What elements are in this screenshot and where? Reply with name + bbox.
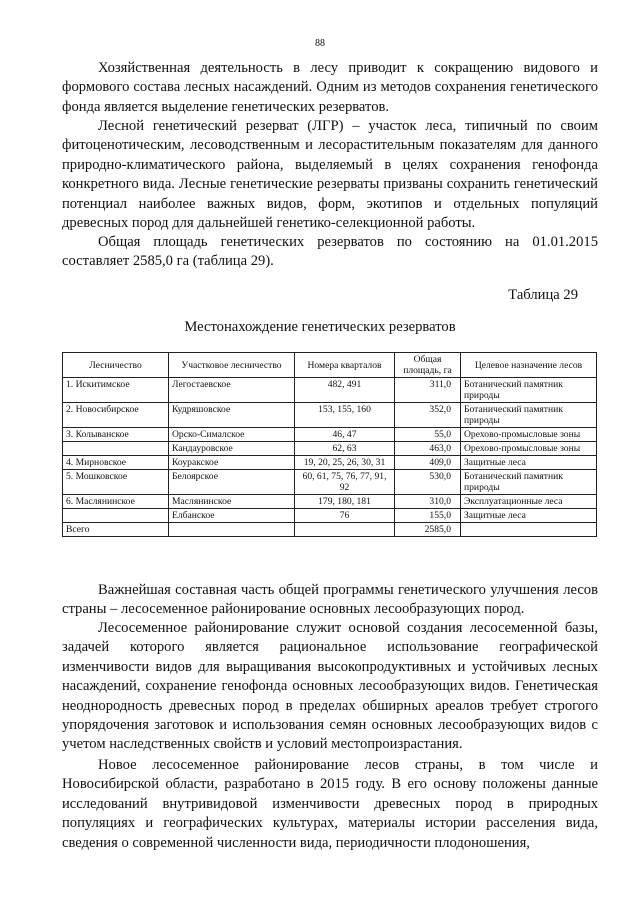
table-row <box>63 495 597 509</box>
paragraph: Новое лесосеменное районирование лесов страны, в том числе и Новосибирской области, разработано в 2015 году. В его основу положены данные исследований внутривидовой изменчивости древесных пород в природных популяциях и географических культурах, материалы истории расселения вида, сведения о современной численности вида, периодичности плодоношения, <box>62 757 598 851</box>
cell-quarters: 76 <box>295 509 395 523</box>
cell-forestry: 5. Мошковское <box>63 470 169 495</box>
table-caption: Местонахождение генетических резерватов <box>184 319 456 335</box>
cell-quarters: 62, 63 <box>295 442 395 456</box>
cell-forestry <box>63 509 169 523</box>
cell-district: Орско-Сималское <box>169 428 295 442</box>
cell-area: 155,0 <box>395 509 461 523</box>
cell-forestry: 6. Маслянинское <box>63 495 169 509</box>
table-row <box>63 509 597 523</box>
table-row <box>63 442 597 456</box>
paragraph: Лесной генетический резерват (ЛГР) – участок леса, типичный по своим фитоценотическим, лесоводственным и лесорастительным показателям для данного природно-климатического района, выделяемый в целях сохранения генофонда конкретного вида. Лесные генетические резерваты призваны сохранить генетический потенциал наиболее важных видов, форм, экотипов и отдельных популяций древесных пород для дальнейшей генетико-селекционной работы. <box>62 118 598 232</box>
cell-forestry <box>63 442 169 456</box>
cell-district: Кудряшовское <box>169 403 295 428</box>
cell-district: Легостаевское <box>169 378 295 403</box>
cell-quarters: 179, 180, 181 <box>295 495 395 509</box>
cell-purpose: Ботанический памятник природы <box>461 378 597 403</box>
table-row <box>63 378 597 403</box>
empty-cell <box>295 523 395 537</box>
table-total-row <box>63 523 597 537</box>
cell-area: 409,0 <box>395 456 461 470</box>
table-row <box>63 470 597 495</box>
cell-district: Кандауровское <box>169 442 295 456</box>
table-label: Таблица 29 <box>508 287 578 303</box>
paragraph: Общая площадь генетических резерватов по состоянию на 01.01.2015 составляет 2585,0 га (таблица 29). <box>62 234 598 270</box>
cell-district: Коуракское <box>169 456 295 470</box>
empty-cell <box>461 523 597 537</box>
header-cell: Номера кварталов <box>295 353 395 378</box>
cell-area: 311,0 <box>395 378 461 403</box>
cell-quarters: 19, 20, 25, 26, 30, 31 <box>295 456 395 470</box>
cell-forestry: 4. Мирновское <box>63 456 169 470</box>
cell-forestry: 3. Колыванское <box>63 428 169 442</box>
cell-purpose: Орехово-промысловые зоны <box>461 442 597 456</box>
total-label: Всего <box>63 523 169 537</box>
header-cell: Участковое лесничество <box>169 353 295 378</box>
cell-purpose: Эксплуатационные леса <box>461 495 597 509</box>
cell-purpose: Защитные леса <box>461 456 597 470</box>
header-cell: Общая площадь, га <box>395 353 461 378</box>
cell-area: 310,0 <box>395 495 461 509</box>
table-row <box>63 403 597 428</box>
total-value: 2585,0 <box>395 523 461 537</box>
paragraph: Важнейшая составная часть общей программы генетического улучшения лесов страны – лесосеменное районирование основных лесообразующих пород. <box>62 582 598 618</box>
reserves-table <box>62 352 597 537</box>
paragraph: Хозяйственная деятельность в лесу приводит к сокращению видового и формового состава лесных насаждений. Одним из методов сохранения генетического фонда является выделение генетических резерватов. <box>62 60 598 115</box>
cell-district: Белоярское <box>169 470 295 495</box>
cell-purpose: Защитные леса <box>461 509 597 523</box>
page-number: 88 <box>315 38 325 49</box>
header-cell: Лесничество <box>63 353 169 378</box>
cell-quarters: 153, 155, 160 <box>295 403 395 428</box>
header-cell: Целевое назначение лесов <box>461 353 597 378</box>
cell-purpose: Ботанический памятник природы <box>461 470 597 495</box>
cell-district: Елбанское <box>169 509 295 523</box>
cell-quarters: 60, 61, 75, 76, 77, 91, 92 <box>295 470 395 495</box>
table-row <box>63 456 597 470</box>
cell-purpose: Орехово-промысловые зоны <box>461 428 597 442</box>
cell-quarters: 482, 491 <box>295 378 395 403</box>
cell-area: 55,0 <box>395 428 461 442</box>
cell-forestry: 2. Новосибирское <box>63 403 169 428</box>
cell-quarters: 46, 47 <box>295 428 395 442</box>
cell-forestry: 1. Искитимское <box>63 378 169 403</box>
table-row <box>63 428 597 442</box>
cell-area: 463,0 <box>395 442 461 456</box>
cell-purpose: Ботанический памятник природы <box>461 403 597 428</box>
table-header-row <box>63 353 597 378</box>
cell-district: Маслянинское <box>169 495 295 509</box>
cell-area: 530,0 <box>395 470 461 495</box>
paragraph: Лесосеменное районирование служит основой создания лесосеменной базы, задачей которого является рациональное использование географической изменчивости видов для выращивания высокопродуктивных и устойчивых лесных насаждений, сохранение генофонда основных лесообразующих видов. Генетическая неоднородность древесных пород в пределах обширных ареалов требует строгого упорядочения заготовок и использования семян основных лесообразующих видов с учетом наследственных свойств и условий местопроизрастания. <box>62 620 598 753</box>
cell-area: 352,0 <box>395 403 461 428</box>
empty-cell <box>169 523 295 537</box>
